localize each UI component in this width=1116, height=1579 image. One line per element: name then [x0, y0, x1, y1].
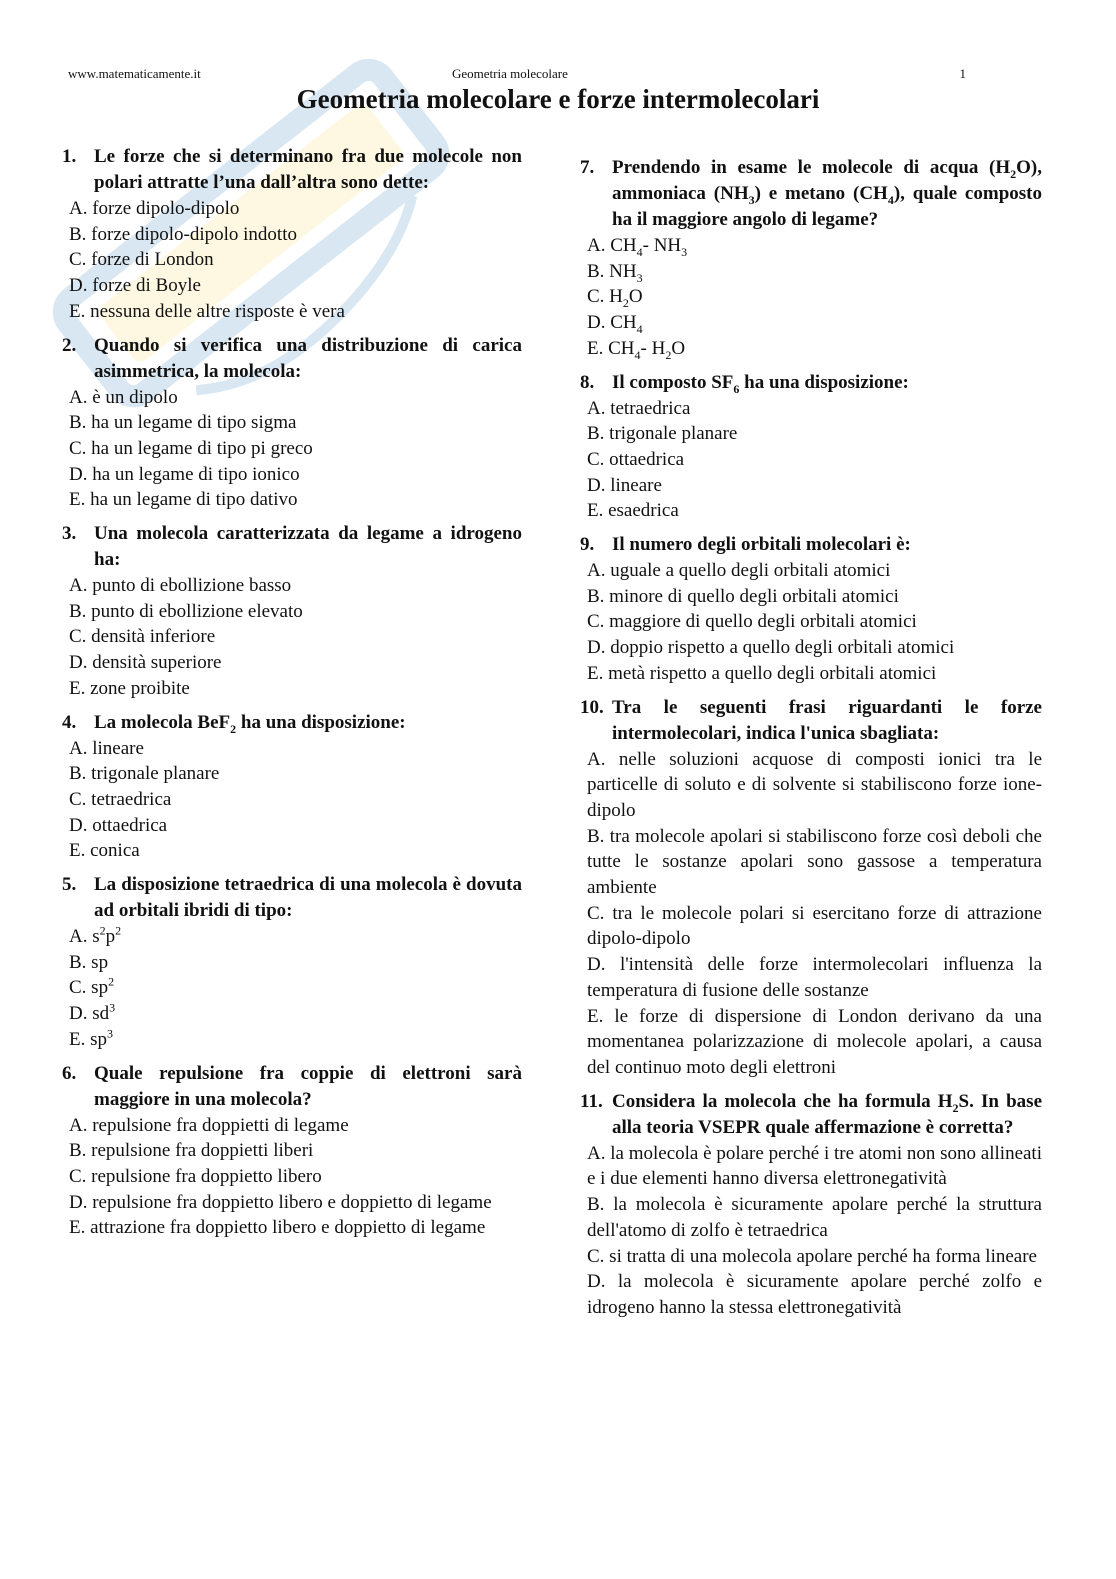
question-text: Quando si verifica una distribuzione di carica asimmetrica, la molecola: — [94, 334, 522, 382]
answer-option: D. forze di Boyle — [69, 275, 201, 297]
question-number: 8. — [580, 371, 595, 393]
answer-option: B. tra molecole apolari si stabiliscono forze così deboli che tutte le sostanze apolari sono gassose a temperatura ambiente — [587, 825, 1042, 899]
question-number: 11. — [580, 1090, 603, 1112]
question-stem — [580, 532, 1042, 558]
answer-option: C. si tratta di una molecola apolare perché ha forma lineare — [587, 1245, 1037, 1267]
page-number: 1 — [959, 66, 966, 81]
answer-option: C. tetraedrica — [69, 788, 172, 810]
header-section: Geometria molecolare — [452, 66, 568, 81]
question-number: 9. — [580, 534, 595, 556]
question-stem — [580, 1089, 1042, 1141]
answer-option: A. lineare — [69, 737, 144, 759]
answer-option: B. minore di quello degli orbitali atomici — [587, 585, 899, 607]
answer-option: B. trigonale planare — [587, 423, 738, 445]
answer-option: D. ha un legame di tipo ionico — [69, 463, 300, 485]
answer-option: B. $NH_3$ — [587, 260, 643, 285]
question-text: Il numero degli orbitali molecolari è: — [612, 534, 911, 556]
answer-option: E. metà rispetto a quello degli orbitali atomici — [587, 662, 937, 684]
question — [580, 370, 1042, 525]
question-stem — [580, 155, 1042, 233]
question-text: Prendendo in esame le molecole di acqua $(H_2O)$, ammoniaca $(NH_3)$ e metano $(CH_4)$, quale composto ha il maggiore angolo di legame? — [612, 157, 1042, 230]
question — [62, 710, 522, 865]
answer-option: C. forze di London — [69, 249, 214, 271]
left-column — [62, 144, 522, 1249]
answer-option: E. le forze di dispersione di London derivano da una momentanea polarizzazione di molecole apolari, a causa del continuo moto degli elettroni — [587, 1005, 1042, 1078]
answer-option: B. punto di ebollizione elevato — [69, 600, 303, 622]
question-number: 10. — [580, 696, 604, 718]
question-text: Tra le seguenti frasi riguardanti le forze intermolecolari, indica l'unica sbagliata: — [612, 696, 1042, 744]
answer-option: B. la molecola è sicuramente apolare perché la struttura dell'atomo di zolfo è tetraedrica — [587, 1194, 1042, 1241]
question — [62, 521, 522, 702]
question — [580, 1089, 1042, 1321]
answer-option: D. l'intensità delle forze intermolecolari influenza la temperatura di fusione delle sostanze — [587, 954, 1042, 1001]
answer-option: B. repulsione fra doppietti liberi — [69, 1140, 314, 1162]
question-stem — [580, 370, 1042, 396]
question-text: Il composto $SF_6$ ha una disposizione: — [612, 371, 909, 396]
answer-option: E. ha un legame di tipo dativo — [69, 489, 298, 511]
answer-option: A. $s^2p^2$ — [69, 923, 122, 948]
answer-option: C. repulsione fra doppietto libero — [69, 1165, 322, 1187]
answer-option: E. $sp^3$ — [69, 1026, 113, 1050]
answer-option: B. trigonale planare — [69, 763, 220, 785]
question-number: 3. — [62, 523, 77, 545]
answer-option: E. conica — [69, 840, 140, 862]
answer-option: A. repulsione fra doppietti di legame — [69, 1114, 349, 1136]
question-number: 1. — [62, 146, 77, 167]
answer-option: A. uguale a quello degli orbitali atomici — [587, 560, 891, 582]
question-stem — [62, 144, 522, 196]
question-number: 5. — [62, 874, 77, 896]
answer-option: A. $CH_4-$ $NH_3$ — [587, 235, 688, 259]
answer-option: A. tetraedrica — [587, 397, 691, 419]
question — [62, 333, 522, 514]
header-site: www.matematicamente.it — [68, 66, 201, 81]
answer-option: A. è un dipolo — [69, 386, 178, 408]
question-stem — [62, 333, 522, 385]
answer-option: C. densità inferiore — [69, 626, 216, 648]
answer-option: D. repulsione fra doppietto libero e doppietto di legame — [69, 1191, 492, 1213]
question-stem — [62, 521, 522, 573]
question — [62, 1061, 522, 1242]
answer-option: E. zone proibite — [69, 677, 190, 699]
question-text: La molecola BeF$_2$ ha una disposizione: — [94, 711, 406, 736]
question-number: 4. — [62, 711, 77, 733]
answer-option: E. attrazione fra doppietto libero e doppietto di legame — [69, 1217, 486, 1239]
answer-option: E. esaedrica — [587, 500, 679, 522]
answer-option: C. $H_2O$ — [587, 286, 643, 311]
answer-option: D. la molecola è sicuramente apolare perché zolfo e idrogeno hanno la stessa elettronegatività — [587, 1271, 1042, 1318]
answer-option: A. la molecola è polare perché i tre atomi non sono allineati e i due elementi hanno diversa elettronegatività — [587, 1142, 1042, 1190]
question — [62, 872, 522, 1053]
answer-option: B. sp — [69, 951, 109, 973]
answer-option: C. tra le molecole polari si esercitano forze di attrazione dipolo-dipolo — [587, 902, 1042, 950]
answer-option: E. nessuna delle altre risposte è vera — [69, 300, 345, 322]
question-number: 6. — [62, 1062, 77, 1084]
question-number: 7. — [580, 157, 595, 178]
question-text: Quale repulsione fra coppie di elettroni sarà maggiore in una molecola? — [94, 1062, 522, 1110]
answer-option: C. $sp^2$ — [69, 975, 115, 999]
answer-option: D. doppio rispetto a quello degli orbitali atomici — [587, 637, 955, 659]
answer-option: D. $CH_4$ — [587, 312, 643, 336]
answer-option: D. densità superiore — [69, 652, 222, 674]
question-text: Una molecola caratterizzata da legame a idrogeno ha: — [94, 523, 522, 571]
answer-option: E. $CH_4-$ $H_2O$ — [587, 337, 686, 362]
answer-option: D. ottaedrica — [69, 814, 168, 836]
answer-option: B. forze dipolo-dipolo indotto — [69, 223, 297, 245]
answer-option: A. forze dipolo-dipolo — [69, 198, 240, 219]
page-header — [68, 66, 966, 84]
answer-option: D. lineare — [587, 474, 662, 496]
answer-option: C. ha un legame di tipo pi greco — [69, 437, 313, 459]
question — [62, 144, 522, 325]
question-stem — [62, 710, 522, 736]
page-title: Geometria molecolare e forze intermolecolari — [296, 84, 820, 114]
answer-option: C. ottaedrica — [587, 448, 685, 470]
question-stem — [580, 695, 1042, 747]
question — [580, 155, 1042, 362]
answer-option: D. $sd^3$ — [69, 1000, 116, 1025]
question-text: Le forze che si determinano fra due molecole non polari attratte l’una dall’altra sono dette: — [94, 146, 522, 193]
answer-option: A. punto di ebollizione basso — [69, 575, 292, 597]
answer-option: B. ha un legame di tipo sigma — [69, 412, 297, 434]
question-number: 2. — [62, 334, 77, 356]
answer-option: A. nelle soluzioni acquose di composti ionici tra le particelle di soluto e di solvente si stabiliscono forze ione-dipolo — [587, 748, 1042, 821]
answer-option: C. maggiore di quello degli orbitali atomici — [587, 611, 917, 633]
question-stem — [62, 872, 522, 924]
right-column — [580, 155, 1042, 1329]
question — [580, 532, 1042, 687]
question-text: La disposizione tetraedrica di una molecola è dovuta ad orbitali ibridi di tipo: — [94, 874, 522, 922]
question-text: Considera la molecola che ha formula $H_2S$. In base alla teoria VSEPR quale affermazione è corretta? — [612, 1090, 1042, 1138]
question — [580, 695, 1042, 1081]
question-stem — [62, 1061, 522, 1113]
